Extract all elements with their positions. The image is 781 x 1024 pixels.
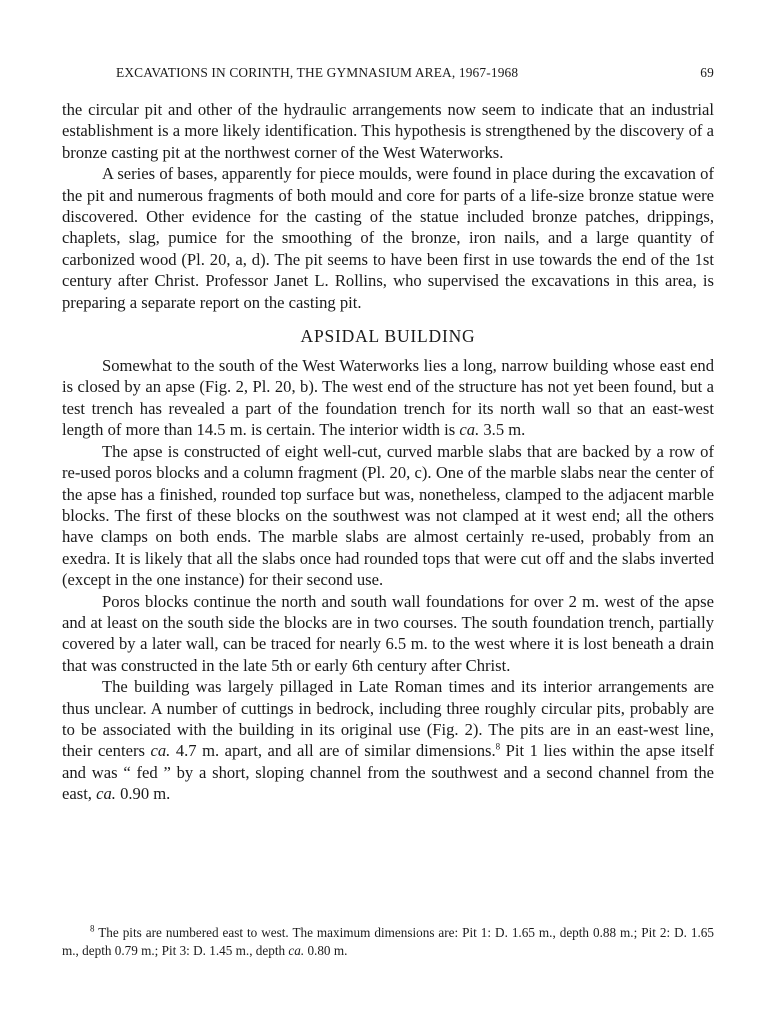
body-text [62,99,714,805]
running-head-title: EXCAVATIONS IN CORINTH, THE GYMNASIUM AREA, 1967-1968 [116,65,519,80]
paragraph-3-ca: ca. [459,420,480,440]
footnote-text-b: 0.80 m. [304,943,348,958]
footnote-text-a: The pits are numbered east to west. The maximum dimensions are: Pit 1: D. 1.65 m., depth 0.88 m.; Pit 2: D. 1.65 m., depth 0.79 m.; Pit 3: D. 1.45 m., depth [62,925,714,958]
paragraph-6-text-b: 4.7 m. apart, and all are of similar dimensions. [170,741,496,761]
paragraph-3-text-b: 3.5 m. [479,420,526,440]
paragraph-3 [62,355,714,441]
section-heading: APSIDAL BUILDING [300,326,476,347]
footnote-ca: ca. [288,943,305,958]
footnote-8 [62,924,714,960]
paragraph-6-ca-1: ca. [150,741,171,761]
paragraph-6-text-a: The building was largely pillaged in Late Roman times and its interior arrangements are thus unclear. A number of cuttings in bedrock, including three roughly circular pits, probably are to be associated with the building in its original use (Fig. 2). The pits are in an east-west line, their centers [62,677,714,761]
paragraph-6 [62,676,714,804]
paragraph-6-text-c: Pit 1 lies within the apse itself and was “ fed ” by a short, sloping channel from the southwest and a second channel from the east, [62,741,714,804]
footnote-marker: 8 [90,923,95,934]
paragraph-1: the circular pit and other of the hydraulic arrangements now seem to indicate that an industrial establishment is a more likely identification. This hypothesis is strengthened by the discovery of a bronze casting pit at the northwest corner of the West Waterworks. [62,100,714,162]
paragraph-6-text-d: 0.90 m. [115,784,171,804]
paragraph-5: Poros blocks continue the north and south wall foundations for over 2 m. west of the apse and at least on the south side the blocks are in two courses. The south foundation trench, partially covered by a later wall, can be traced for nearly 6.5 m. to the west where it is lost beneath a drain that was constructed in the late 5th or early 6th century after Christ. [62,591,714,675]
paragraph-4: The apse is constructed of eight well-cut, curved marble slabs that are backed by a row of re-used poros blocks and a column fragment (Pl. 20, c). One of the marble slabs near the center of the apse has a finished, rounded top surface but was, nonetheless, clamped to the adjacent marble blocks. The first of these blocks on the southwest was not clamped at it west end; all the others have clamps on both ends. The marble slabs are almost certainly re-used, probably from an exedra. It is likely that all the slabs once had rounded tops that were cut off and the slabs inverted (except in the one instance) for their second use. [62,441,714,590]
footnote [62,924,714,960]
footnote-reference[interactable]: 8 [495,741,501,752]
paragraph-3-text-a: Somewhat to the south of the West Waterworks lies a long, narrow building whose east end is closed by an apse (Fig. 2, Pl. 20, b). The west end of the structure has not yet been found, but a test trench has revealed a part of the foundation trench for its north wall so that an east-west length of more than 14.5 m. is certain. The interior width is [62,356,714,440]
running-head [62,65,714,85]
paragraph-2: A series of bases, apparently for piece moulds, were found in place during the excavation of the pit and numerous fragments of both mould and core for parts of a life-size bronze statue were discovered. Other evidence for the casting of the statue included bronze patches, drippings, chaplets, slag, pumice for the smoothing of the bronze, iron nails, and a large quantity of carbonized wood (Pl. 20, a, d). The pit seems to have been first in use towards the end of the 1st century after Christ. Professor Janet L. Rollins, who supervised the excavations in this area, is preparing a separate report on the casting pit. [62,164,714,312]
page-number: 69 [700,65,714,80]
paragraph-6-ca-2: ca. [96,784,116,804]
